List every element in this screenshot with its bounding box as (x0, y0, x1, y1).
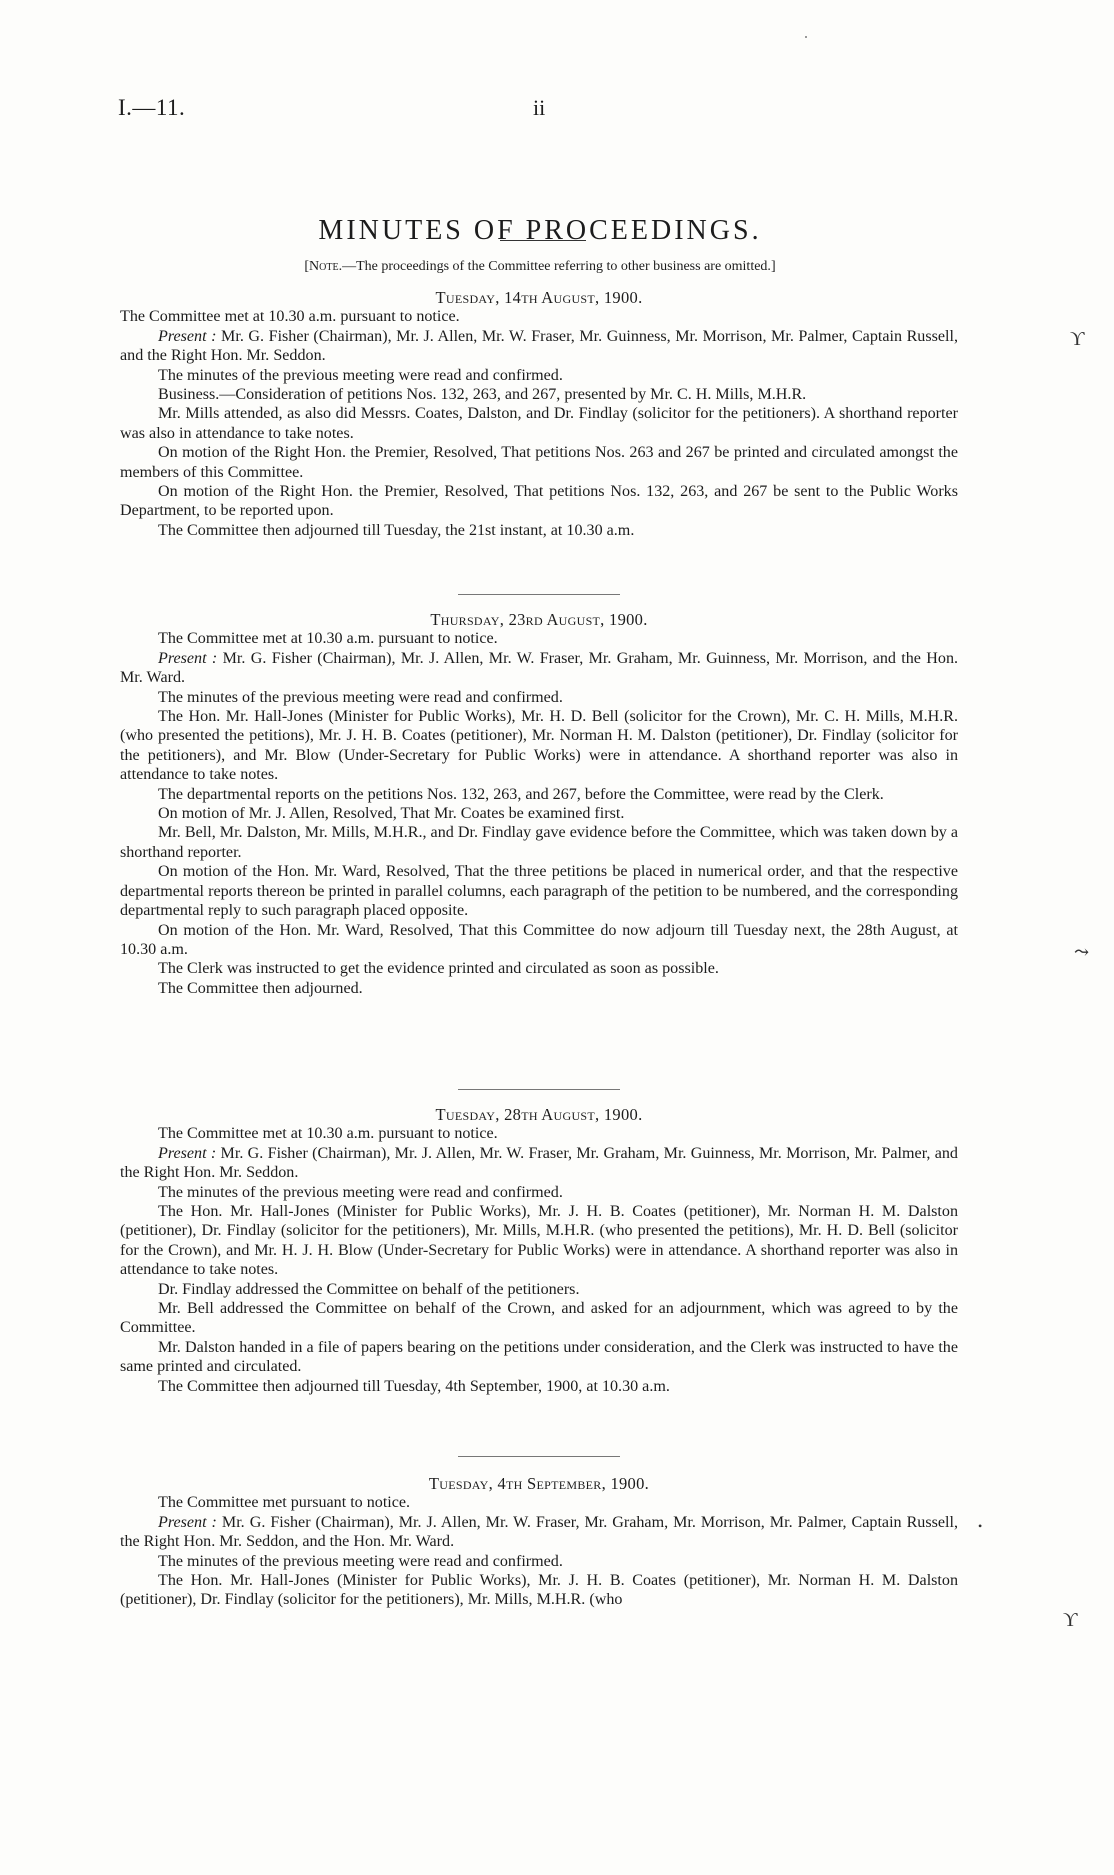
speck (805, 36, 807, 38)
minute-paragraph: The Committee then adjourned till Tuesday, the 21st instant, at 10.30 a.m. (158, 521, 635, 539)
meeting-date: Tuesday, 28th August, 1900. (435, 1105, 643, 1124)
editorial-note: [Note.—The proceedings of the Committee referring to other business are omitted.] (304, 259, 776, 274)
minute-paragraph: The minutes of the previous meeting were read and confirmed. (158, 1183, 563, 1201)
present-line (120, 1144, 958, 1183)
section-divider (458, 1089, 620, 1090)
note-text: —The proceedings of the Committee referring to other business are omitted. (342, 259, 771, 274)
present-members: Mr. G. Fisher (Chairman), Mr. J. Allen, Mr. W. Fraser, Mr. Graham, Mr. Morrison, Mr. Palmer, Captain Russell, the Right Hon. Mr. Seddon, and the Hon. Mr. Ward. (120, 1513, 958, 1551)
page-reference: I.—11. (118, 95, 186, 120)
meeting-date: Tuesday, 14th August, 1900. (435, 288, 643, 307)
meeting-date: Tuesday, 4th September, 1900. (428, 1474, 650, 1493)
minute-paragraph: The Clerk was instructed to get the evidence printed and circulated as soon as possible. (158, 960, 719, 978)
present-line (120, 1513, 958, 1552)
section-divider (458, 594, 620, 595)
minutes-section-3 (120, 1105, 958, 1396)
present-label: Present : (158, 1144, 217, 1162)
minute-paragraph: Dr. Findlay addressed the Committee on behalf of the petitioners. (158, 1280, 580, 1298)
present-label: Present : (158, 649, 218, 667)
minute-paragraph: The minutes of the previous meeting were read and confirmed. (158, 1552, 563, 1570)
opening-line: The Committee met at 10.30 a.m. pursuant to notice. (158, 630, 498, 648)
minute-paragraph: The Committee then adjourned. (158, 979, 363, 997)
minute-paragraph: The minutes of the previous meeting were read and confirmed. (158, 366, 563, 384)
minutes-section-1 (120, 288, 958, 540)
opening-line: The Committee met at 10.30 a.m. pursuant to notice. (158, 1125, 498, 1143)
minute-paragraph: On motion of Mr. J. Allen, Resolved, That Mr. Coates be examined first. (158, 805, 625, 823)
minute-paragraph: Mr. Bell addressed the Committee on behalf of the Crown, and asked for an adjournment, which was agreed to by the Committee. (120, 1300, 958, 1337)
note-label: Note. (309, 259, 343, 274)
minute-paragraph: The departmental reports on the petitions Nos. 132, 263, and 267, before the Committee, were read by the Clerk. (158, 785, 884, 803)
opening-line: The Committee met at 10.30 a.m. pursuant to notice. (120, 308, 460, 326)
minute-paragraph: Business.—Consideration of petitions Nos. 132, 263, and 267, presented by Mr. C. H. Mills, M.H.R. (158, 386, 807, 404)
margin-pencil-mark: ϒ (1063, 1609, 1078, 1631)
title-rule (500, 240, 586, 241)
present-line (120, 327, 958, 366)
present-label: Present : (158, 327, 217, 345)
section-divider (458, 1456, 620, 1457)
present-line (120, 649, 958, 688)
minute-paragraph: The Hon. Mr. Hall-Jones (Minister for Public Works), Mr. J. H. B. Coates (petitioner), Mr. Norman H. M. Dalston (petitioner), Dr. Findlay (solicitor for the petitioners), Mr. Mills, M.H.R. (who (120, 1572, 958, 1609)
minute-paragraph: On motion of the Right Hon. the Premier, Resolved, That petitions Nos. 263 and 267 be printed and circulated amongst the members of this Committee. (120, 444, 958, 481)
present-members: Mr. G. Fisher (Chairman), Mr. J. Allen, Mr. W. Fraser, Mr. Guinness, Mr. Morrison, Mr. Palmer, Captain Russell, and the Right Hon. Mr. Seddon. (120, 327, 958, 365)
meeting-date: Thursday, 23rd August, 1900. (430, 610, 648, 629)
present-members: Mr. G. Fisher (Chairman), Mr. J. Allen, Mr. W. Fraser, Mr. Graham, Mr. Guinness, Mr. Morrison, Mr. Palmer, and the Right Hon. Mr. Seddon. (120, 1144, 958, 1182)
minute-paragraph: The Committee then adjourned till Tuesday, 4th September, 1900, at 10.30 a.m. (158, 1377, 670, 1395)
page-number: ii (533, 95, 546, 120)
margin-pencil-mark: ⤳ (1074, 942, 1090, 962)
minute-paragraph: On motion of the Hon. Mr. Ward, Resolved, That the three petitions be placed in numerical order, and that the respective departmental reports thereon be printed in parallel columns, each paragraph of the petition to be numbered, and the corresponding departmental reply to such paragraph placed opposite. (120, 863, 958, 920)
minutes-section-4 (120, 1474, 958, 1610)
minute-paragraph: On motion of the Hon. Mr. Ward, Resolved, That this Committee do now adjourn till Tuesday next, the 28th August, at 10.30 a.m. (120, 921, 958, 958)
margin-pencil-mark: ϒ (1070, 328, 1085, 350)
document-title: MINUTES OF PROCEEDINGS. (318, 214, 762, 246)
minute-paragraph: The Hon. Mr. Hall-Jones (Minister for Public Works), Mr. J. H. B. Coates (petitioner), Mr. Norman H. M. Dalston (petitioner), Dr. Findlay (solicitor for the petitioners), Mr. Mills, M.H.R. (who presented the petitions), Mr. H. D. Bell (solicitor for the Crown), and Mr. H. J. H. Blow (Under-Secretary for Public Works) were in attendance. A shorthand reporter was also in attendance to take notes. (120, 1203, 958, 1279)
minute-paragraph: Mr. Mills attended, as also did Messrs. Coates, Dalston, and Dr. Findlay (solicitor for the petitioners). A shorthand reporter was also in attendance to take notes. (120, 405, 958, 442)
minute-paragraph: Mr. Bell, Mr. Dalston, Mr. Mills, M.H.R., and Dr. Findlay gave evidence before the Committee, which was taken down by a shorthand reporter. (120, 824, 958, 861)
minute-paragraph: The minutes of the previous meeting were read and confirmed. (158, 688, 563, 706)
minutes-section-2 (120, 610, 958, 998)
minute-paragraph: The Hon. Mr. Hall-Jones (Minister for Public Works), Mr. H. D. Bell (solicitor for the Crown), Mr. C. H. Mills, M.H.R. (who presented the petitions), Mr. J. H. B. Coates (petitioner), Mr. Norman H. M. Dalston (petitioner), Dr. Findlay (solicitor for the petitioners), and Mr. Blow (Under-Secretary for Public Works) were in attendance. A shorthand reporter was also in attendance to take notes. (120, 708, 958, 784)
minute-paragraph: On motion of the Right Hon. the Premier, Resolved, That petitions Nos. 132, 263, and 267 be sent to the Public Works Department, to be reported upon. (120, 483, 958, 520)
margin-dot-mark: • (978, 1519, 983, 1533)
present-label: Present : (158, 1513, 217, 1531)
minute-paragraph: Mr. Dalston handed in a file of papers bearing on the petitions under consideration, and the Clerk was instructed to have the same printed and circulated. (120, 1338, 958, 1376)
present-members: Mr. G. Fisher (Chairman), Mr. J. Allen, Mr. W. Fraser, Mr. Graham, Mr. Guinness, Mr. Morrison, and the Hon. Mr. Ward. (120, 649, 959, 687)
opening-line: The Committee met pursuant to notice. (158, 1494, 411, 1512)
